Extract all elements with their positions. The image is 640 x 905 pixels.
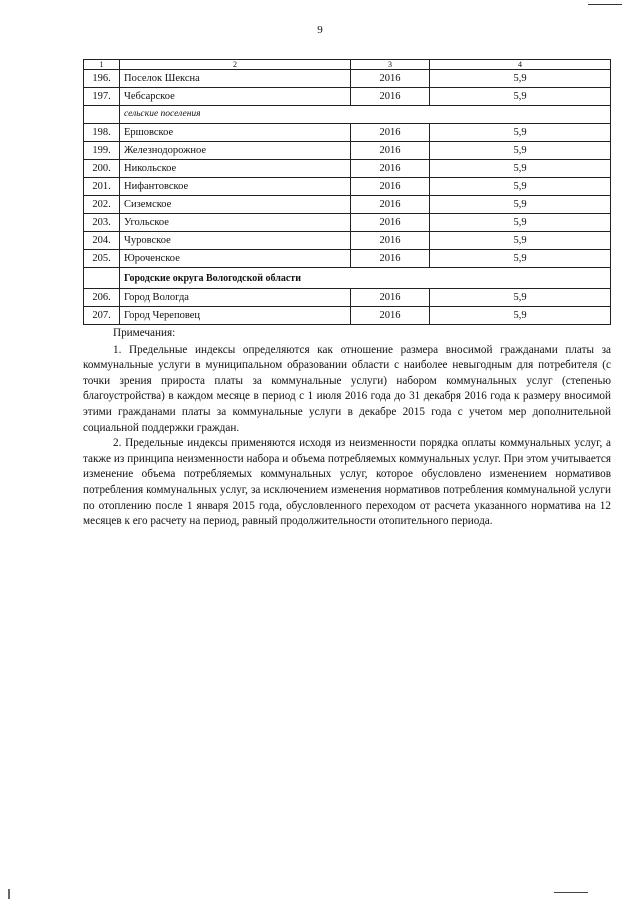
row-number: 203.	[84, 214, 120, 232]
table-row	[84, 196, 611, 214]
municipality-name: Нифантовское	[120, 178, 351, 196]
row-number: 202.	[84, 196, 120, 214]
index-value: 5,9	[430, 214, 611, 232]
row-number: 198.	[84, 124, 120, 142]
municipality-name: Чебсарское	[120, 88, 351, 106]
row-number: 197.	[84, 88, 120, 106]
row-number: 205.	[84, 250, 120, 268]
year-cell: 2016	[351, 88, 430, 106]
table-row	[84, 70, 611, 88]
index-value: 5,9	[430, 70, 611, 88]
table-row	[84, 88, 611, 106]
note-item-2: 2. Предельные индексы применяются исходя из неизменности порядка оплаты коммунальных услуг, а также из принципа неизменности набора и объема потребляемых коммунальных услуг. При этом учитывается изменение объема потребляемых коммунальных услуг, которое обусловлено изменением нормативов потребления коммунальных услуг, за исключением изменения нормативов потребления коммунальной услуги по отоплению после 1 января 2015 года, обусловленного переходом от расчета указанного норматива на 12 месяцев к его расчету на период, равный продолжительности отопительного периода.	[83, 437, 611, 528]
header-col-3: 3	[351, 60, 430, 70]
municipality-name: Никольское	[120, 160, 351, 178]
year-cell: 2016	[351, 70, 430, 88]
table-row	[84, 214, 611, 232]
header-col-2: 2	[120, 60, 351, 70]
municipality-name: Угольское	[120, 214, 351, 232]
table-row	[84, 232, 611, 250]
subsection-label: сельские поселения	[120, 106, 611, 124]
table-row	[84, 142, 611, 160]
year-cell: 2016	[351, 142, 430, 160]
index-value: 5,9	[430, 289, 611, 307]
municipality-name: Чуровское	[120, 232, 351, 250]
table-row	[84, 178, 611, 196]
year-cell: 2016	[351, 196, 430, 214]
scan-edge-mark	[588, 4, 622, 5]
index-value: 5,9	[430, 307, 611, 325]
section-label-row	[84, 268, 611, 289]
row-number: 206.	[84, 289, 120, 307]
index-value: 5,9	[430, 142, 611, 160]
header-col-1: 1	[84, 60, 120, 70]
municipality-name: Железнодорожное	[120, 142, 351, 160]
year-cell: 2016	[351, 307, 430, 325]
scan-edge-mark-bottom	[554, 892, 588, 893]
row-number: 207.	[84, 307, 120, 325]
year-cell: 2016	[351, 289, 430, 307]
year-cell: 2016	[351, 214, 430, 232]
year-cell: 2016	[351, 124, 430, 142]
subsection-label-row	[84, 106, 611, 124]
header-col-4: 4	[430, 60, 611, 70]
empty-cell	[84, 106, 120, 124]
municipality-name: Ершовское	[120, 124, 351, 142]
page-number: 9	[317, 24, 323, 36]
empty-cell	[84, 268, 120, 289]
year-cell: 2016	[351, 178, 430, 196]
index-value: 5,9	[430, 232, 611, 250]
year-cell: 2016	[351, 160, 430, 178]
note-item-1: 1. Предельные индексы определяются как отношение размера вносимой гражданами платы за коммунальные услуги в муниципальном образовании области с наиболее невыгодным для потребителя (с точки зрения прироста платы за коммунальные услуги) набором коммунальных услуг (степенью благоустройства) в каждом месяце в период с 1 июля 2016 года до 31 декабря 2016 года к размеру вносимой этими гражданами платы за коммунальные услуги в декабре 2015 года с учетом мер дополнительной социальной поддержки граждан.	[83, 343, 611, 434]
index-value: 5,9	[430, 196, 611, 214]
table-row	[84, 289, 611, 307]
table-row	[84, 124, 611, 142]
municipality-name: Сиземское	[120, 196, 351, 214]
municipality-name: Поселок Шексна	[120, 70, 351, 88]
indices-table	[83, 59, 611, 325]
index-value: 5,9	[430, 250, 611, 268]
year-cell: 2016	[351, 232, 430, 250]
notes-title: Примечания:	[113, 327, 176, 339]
notes-block	[83, 326, 611, 530]
scan-edge-dot	[8, 889, 10, 899]
table-row	[84, 160, 611, 178]
year-cell: 2016	[351, 250, 430, 268]
table-row	[84, 307, 611, 325]
municipality-name: Город Череповец	[120, 307, 351, 325]
row-number: 201.	[84, 178, 120, 196]
index-value: 5,9	[430, 124, 611, 142]
index-value: 5,9	[430, 88, 611, 106]
table-row	[84, 250, 611, 268]
section-label: Городские округа Вологодской области	[120, 268, 611, 289]
index-value: 5,9	[430, 160, 611, 178]
row-number: 200.	[84, 160, 120, 178]
municipality-name: Юроченское	[120, 250, 351, 268]
table-header-row	[84, 60, 611, 70]
municipality-name: Город Вологда	[120, 289, 351, 307]
row-number: 204.	[84, 232, 120, 250]
row-number: 196.	[84, 70, 120, 88]
row-number: 199.	[84, 142, 120, 160]
index-value: 5,9	[430, 178, 611, 196]
